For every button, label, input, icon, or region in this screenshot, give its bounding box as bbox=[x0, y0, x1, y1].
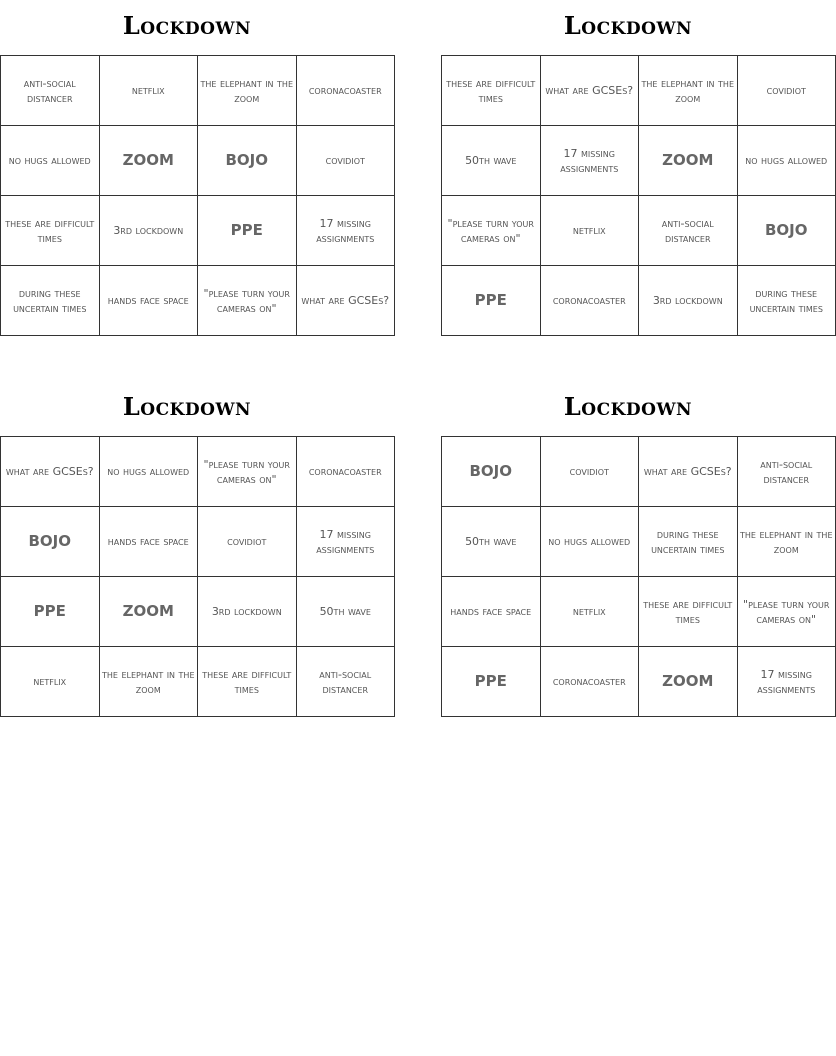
bingo-grid bbox=[441, 436, 836, 717]
bingo-cell: what are GCSEs? bbox=[639, 437, 738, 507]
bingo-cell: covidiot bbox=[540, 437, 639, 507]
bingo-cell: ZOOM bbox=[99, 577, 198, 647]
card-title: Lockdown bbox=[122, 392, 252, 421]
bingo-cell: PPE bbox=[442, 647, 541, 717]
bingo-cell: what are GCSEs? bbox=[540, 56, 639, 126]
bingo-cell: 17 missing assignments bbox=[737, 647, 836, 717]
bingo-cell: no hugs allowed bbox=[737, 126, 836, 196]
bingo-cell: PPE bbox=[198, 196, 297, 266]
bingo-cell: hands face space bbox=[99, 266, 198, 336]
card-title: Lockdown bbox=[563, 11, 693, 40]
bingo-cell: these are difficult times bbox=[198, 647, 297, 717]
bingo-grid bbox=[441, 55, 836, 336]
bingo-cell: ZOOM bbox=[639, 647, 738, 717]
bingo-cell: ZOOM bbox=[639, 126, 738, 196]
bingo-cell: coronacoaster bbox=[540, 266, 639, 336]
bingo-cell: netflix bbox=[540, 196, 639, 266]
bingo-cell: what are GCSEs? bbox=[296, 266, 395, 336]
bingo-cell: during these uncertain times bbox=[1, 266, 100, 336]
bingo-cell: these are difficult times bbox=[639, 577, 738, 647]
bingo-cell: BOJO bbox=[737, 196, 836, 266]
bingo-cell: the elephant in the zoom bbox=[99, 647, 198, 717]
bingo-cell: these are difficult times bbox=[442, 56, 541, 126]
bingo-cell: hands face space bbox=[442, 577, 541, 647]
bingo-cell: what are GCSEs? bbox=[1, 437, 100, 507]
bingo-cell: covidiot bbox=[198, 507, 297, 577]
bingo-cell: the elephant in the zoom bbox=[639, 56, 738, 126]
bingo-cell: 17 missing assignments bbox=[296, 196, 395, 266]
bingo-grid bbox=[0, 436, 395, 717]
bingo-cell: anti-social distancer bbox=[639, 196, 738, 266]
bingo-cell: netflix bbox=[540, 577, 639, 647]
bingo-cell: ZOOM bbox=[99, 126, 198, 196]
bingo-cell: BOJO bbox=[1, 507, 100, 577]
bingo-cell: PPE bbox=[442, 266, 541, 336]
bingo-cell: the elephant in the zoom bbox=[737, 507, 836, 577]
bingo-cell: "please turn your cameras on" bbox=[442, 196, 541, 266]
card-title: Lockdown bbox=[563, 392, 693, 421]
bingo-cell: 17 missing assignments bbox=[540, 126, 639, 196]
bingo-cell: during these uncertain times bbox=[639, 507, 738, 577]
bingo-cell: the elephant in the zoom bbox=[198, 56, 297, 126]
bingo-cell: BOJO bbox=[442, 437, 541, 507]
bingo-cell: no hugs allowed bbox=[540, 507, 639, 577]
bingo-cell: 50th wave bbox=[296, 577, 395, 647]
bingo-cell: during these uncertain times bbox=[737, 266, 836, 336]
bingo-cell: 17 missing assignments bbox=[296, 507, 395, 577]
bingo-cell: covidiot bbox=[737, 56, 836, 126]
bingo-grid bbox=[0, 55, 395, 336]
bingo-cell: no hugs allowed bbox=[1, 126, 100, 196]
bingo-cell: these are difficult times bbox=[1, 196, 100, 266]
bingo-cell: anti-social distancer bbox=[296, 647, 395, 717]
bingo-cell: "please turn your cameras on" bbox=[198, 437, 297, 507]
bingo-cell: 3rd lockdown bbox=[639, 266, 738, 336]
bingo-cell: netflix bbox=[1, 647, 100, 717]
bingo-cell: coronacoaster bbox=[540, 647, 639, 717]
bingo-cell: coronacoaster bbox=[296, 437, 395, 507]
bingo-cell: "please turn your cameras on" bbox=[198, 266, 297, 336]
bingo-cell: coronacoaster bbox=[296, 56, 395, 126]
bingo-cell: no hugs allowed bbox=[99, 437, 198, 507]
bingo-cell: PPE bbox=[1, 577, 100, 647]
bingo-cell: 3rd lockdown bbox=[99, 196, 198, 266]
bingo-cell: "please turn your cameras on" bbox=[737, 577, 836, 647]
bingo-cell: anti-social distancer bbox=[737, 437, 836, 507]
bingo-cell: 3rd lockdown bbox=[198, 577, 297, 647]
bingo-cell: 50th wave bbox=[442, 126, 541, 196]
bingo-cell: anti-social distancer bbox=[1, 56, 100, 126]
bingo-cell: covidiot bbox=[296, 126, 395, 196]
bingo-cell: BOJO bbox=[198, 126, 297, 196]
bingo-cell: hands face space bbox=[99, 507, 198, 577]
bingo-cell: netflix bbox=[99, 56, 198, 126]
bingo-cell: 50th wave bbox=[442, 507, 541, 577]
card-title: Lockdown bbox=[122, 11, 252, 40]
